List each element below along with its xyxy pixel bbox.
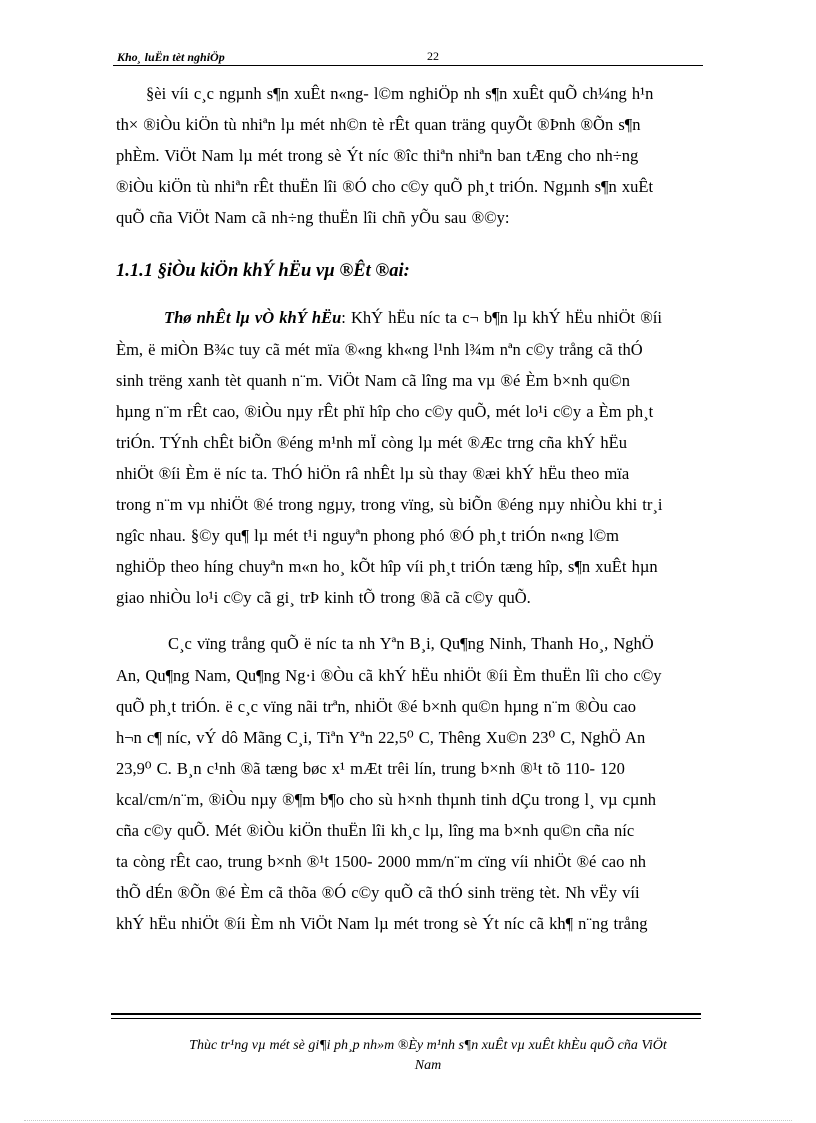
text-line: quÕ ph¸t triÓn. ë c¸c vïng nãi trªn, nhiÖt ®é b×nh qu©n hµng n¨m ®Òu cao: [116, 696, 637, 716]
text-line: ngîc nhau. §©y qu¶ lµ mét t¹i nguyªn phong phó ®Ó ph¸t triÓn n«ng l©m: [116, 526, 619, 546]
text-line: giao nhiÒu lo¹i c©y cã gi¸ trÞ kinh tÕ trong ®ã cã c©y quÕ.: [116, 588, 531, 608]
paragraph-intro: [116, 78, 740, 233]
text-line: hµng n¨m rÊt cao, ®iÒu nµy rÊt phï hîp cho c©y quÕ, mét lo¹i c©y a Èm ph¸t: [116, 401, 654, 421]
text-line: th× ®iÒu kiÖn tù nhiªn lµ mét nh©n tè rÊt quan träng quyÕt ®Þnh ®Õn s¶n: [116, 115, 641, 135]
footer-line: Nam: [414, 1058, 442, 1073]
paragraph-regions: [116, 628, 740, 939]
page-header: [113, 46, 703, 66]
text-line: [116, 302, 740, 333]
footer-rule-thin: [111, 1018, 701, 1019]
text-line: khÝ hËu nhiÖt ®íi Èm nh ViÖt Nam lµ mét trong sè Ýt níc cã kh¶ n¨ng trång: [116, 914, 648, 934]
text-line: sinh trëng xanh tèt quanh n¨m. ViÖt Nam cã lîng ma vµ ®é Èm b×nh qu©n: [116, 370, 631, 390]
text-line: nghiÖp theo híng chuyªn m«n ho¸ kÕt hîp víi ph¸t triÓn tæng hîp, s¶n xuÊt hµn: [116, 557, 658, 577]
footer-line: Thùc tr¹ng vµ mét sè gi¶i ph¸p nh»m ®Èy m¹nh s¶n xuÊt vµ xuÊt khÈu quÕ cña ViÖt: [189, 1038, 667, 1053]
page-number: 22: [427, 49, 439, 63]
text-line: triÓn. TÝnh chÊt biÕn ®éng m¹nh mÏ còng lµ mét ®Æc trng cña khÝ hËu: [116, 432, 628, 452]
footer-rule-thick: [111, 1013, 701, 1015]
header-rule: [113, 65, 703, 66]
text-line: thÕ dÉn ®Õn ®é Èm cã thõa ®Ó c©y quÕ cã thÓ sinh trëng tèt. Nh vËy víi: [116, 883, 640, 903]
text-line: An, Qu¶ng Nam, Qu¶ng Ng·i ®Òu cã khÝ hËu nhiÖt ®íi Èm thuËn lîi cho c©y: [116, 665, 662, 685]
paragraph-lead-rest: : KhÝ hËu níc ta c¬ b¶n lµ khÝ hËu nhiÖt ®íi: [341, 308, 662, 328]
text-line: quÕ cña ViÖt Nam cã nh÷ng thuËn lîi chñ yÕu sau ®©y:: [116, 208, 510, 228]
text-line: phÈm. ViÖt Nam lµ mét trong sè Ýt níc ®îc thiªn nhiªn ban tÆng cho nh÷ng: [116, 146, 639, 166]
header-title: Kho¸ luËn tèt nghiÖp: [117, 50, 225, 64]
paragraph-lead: Thø nhÊt lµ vÒ khÝ hËu: [164, 308, 342, 328]
text-line: h¬n c¶ níc, vÝ dô Mãng C¸i, Tiªn Yªn 22,5⁰ C, Thêng Xu©n 23⁰ C, NghÖ An: [116, 727, 646, 747]
paragraph-climate: [116, 302, 740, 613]
text-line: ®iÒu kiÖn tù nhiªn rÊt thuËn lîi ®Ó cho c©y quÕ ph¸t triÓn. Ngµnh s¶n xuÊt: [116, 177, 654, 197]
text-line: ta còng rÊt cao, trung b×nh ®¹t 1500- 2000 mm/n¨m cïng víi nhiÖt ®é cao nh: [116, 852, 646, 872]
text-line: trong n¨m vµ nhiÖt ®é trong ngµy, trong vïng, sù biÕn ®éng nµy nhiÒu khi tr¸i: [116, 495, 663, 515]
text-line: cña c©y quÕ. Mét ®iÒu kiÖn thuËn lîi kh¸c lµ, lîng ma b×nh qu©n cña níc: [116, 820, 635, 840]
section-heading: 1.1.1 §iÒu kiÖn khÝ hËu vµ ®Êt ®ai:: [116, 261, 410, 282]
document-body: [116, 78, 740, 939]
text-line: nhiÖt ®íi Èm ë níc ta. ThÓ hiÖn râ nhÊt lµ sù thay ®æi khÝ hËu theo mïa: [116, 463, 630, 483]
text-line: Èm, ë miÒn B¾c tuy cã mét mïa ®«ng kh«ng l¹nh l¾m nªn c©y trång cã thÓ: [116, 339, 643, 359]
text-line: C¸c vïng trång quÕ ë níc ta nh Yªn B¸i, Qu¶ng Ninh, Thanh Ho¸, NghÖ: [168, 634, 654, 654]
page-footer: [113, 1036, 743, 1076]
text-line: kcal/cm/n¨m, ®iÒu nµy ®¶m b¶o cho sù h×nh thµnh tinh dÇu trong l¸ vµ cµnh: [116, 789, 656, 809]
text-line: §èi víi c¸c ngµnh s¶n xuÊt n«ng- l©m nghiÖp nh s¶n xuÊt quÕ ch¼ng h¹n: [146, 84, 654, 103]
page-edge-divider: [24, 1120, 792, 1121]
text-line: 23,9⁰ C. B¸n c¹nh ®ã tæng bøc x¹ mÆt trêi lín, trung b×nh ®¹t tõ 110- 120: [116, 758, 625, 778]
